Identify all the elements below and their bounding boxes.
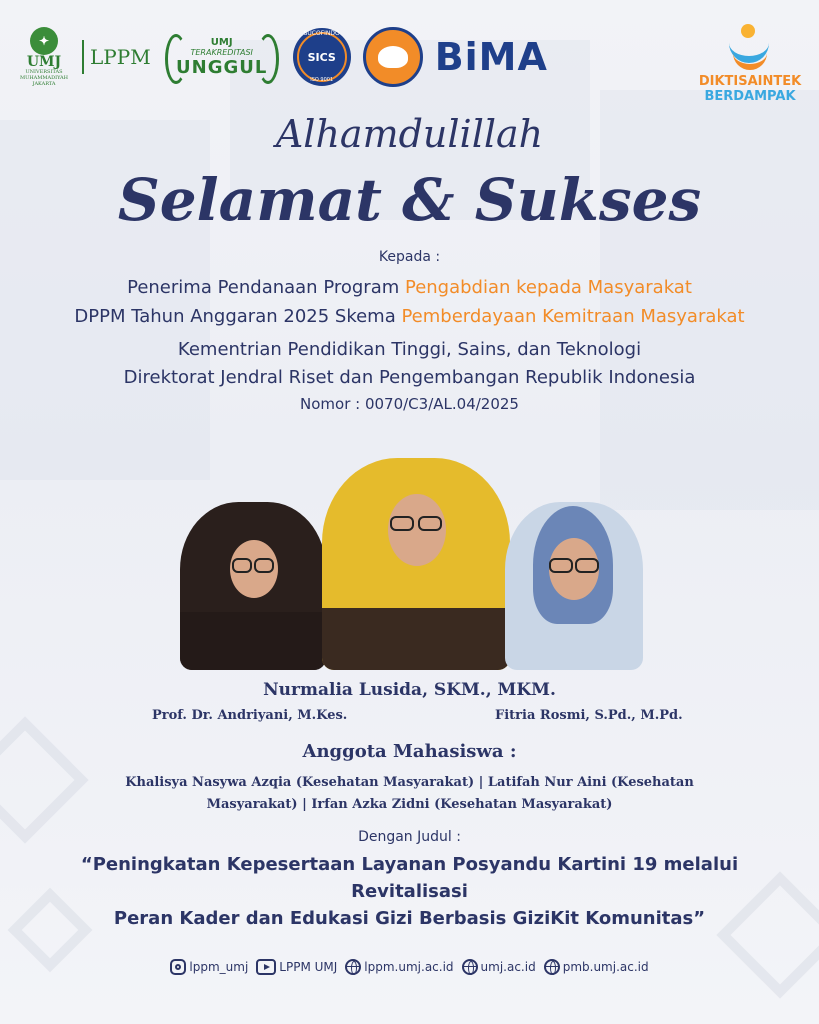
- social-web-umj-label: umj.ac.id: [480, 960, 536, 974]
- judul-title: [40, 851, 779, 932]
- directorate-line: Direktorat Jendral Riset dan Pengembangan Republik Indonesia: [123, 367, 696, 388]
- umj-emblem-icon: ✦: [30, 27, 58, 55]
- team-member-left-name: Prof. Dr. Andriyani, M.Kes.: [152, 708, 348, 723]
- accreditation-bottom: UNGGUL: [176, 56, 268, 78]
- social-instagram[interactable]: [170, 959, 248, 975]
- photo-fitria: [505, 502, 643, 670]
- judul-heading: Dengan Judul :: [358, 829, 461, 845]
- kepada-label: Kepada :: [378, 249, 441, 265]
- decree-number: Nomor : 0070/C3/AL.04/2025: [300, 395, 519, 413]
- team-member-right-name: Fitria Rosmi, S.Pd., M.Pd.: [495, 708, 683, 723]
- program-line-prefix: Penerima Pendanaan Program: [127, 277, 405, 298]
- umj-logo-caption: UNIVERSITAS MUHAMMADIYAH JAKARTA: [19, 69, 69, 87]
- laurel-right-icon: [257, 34, 279, 84]
- accreditation-logo: [163, 28, 281, 86]
- social-web-pmb-label: pmb.umj.ac.id: [562, 960, 649, 974]
- team-photos: [0, 445, 819, 670]
- students-line1: Khalisya Nasywa Azqia (Kesehatan Masyarakat) | Latifah Nur Aini (Kesehatan: [125, 775, 694, 790]
- photo-nurmalia: [322, 458, 510, 670]
- sucofindo-bottom: ISO 9001: [310, 77, 334, 83]
- sucofindo-logo: [293, 28, 351, 86]
- partner-logos: [18, 22, 548, 92]
- scheme-line-prefix: DPPM Tahun Anggaran 2025 Skema: [74, 306, 402, 327]
- students-line2: Masyarakat) | Irfan Azka Zidni (Kesehatan Masyarakat): [206, 797, 613, 812]
- dikti-line2: BERDAMPAK: [704, 89, 796, 104]
- web-icon: [462, 959, 478, 975]
- lppm-logo-text: LPPM: [82, 40, 151, 74]
- laurel-left-icon: [165, 34, 187, 84]
- umj-logo: [18, 27, 70, 87]
- dikti-line1: DIKTISAINTEK: [698, 74, 802, 89]
- team-lead-name: Nurmalia Lusida, SKM., MKM.: [263, 680, 556, 700]
- program-line-accent: Pengabdian kepada Masyarakat: [404, 277, 692, 298]
- social-web-lppm-label: lppm.umj.ac.id: [364, 960, 454, 974]
- title-alhamdulillah: Alhamdulillah: [275, 112, 544, 156]
- scheme-line: [0, 306, 819, 327]
- judul-line1: “Peningkatan Kepesertaan Layanan Posyandu Kartini 19 melalui Revitalisasi: [80, 854, 739, 902]
- photo-andriyani: [180, 502, 326, 670]
- sucofindo-top: SUCOFINDO: [303, 30, 340, 37]
- social-web-umj[interactable]: [462, 959, 536, 975]
- students-list: [100, 772, 719, 816]
- instagram-icon: [170, 959, 186, 975]
- judul-line2: Peran Kader dan Edukasi Gizi Berbasis GiziKit Komunitas”: [113, 908, 706, 929]
- students-heading: Anggota Mahasiswa :: [302, 741, 517, 762]
- web-icon: [544, 959, 560, 975]
- ministry-line: Kementrian Pendidikan Tinggi, Sains, dan Teknologi: [177, 339, 642, 360]
- accreditation-middle: TERAKREDITASI: [190, 47, 253, 57]
- program-line: [0, 277, 819, 298]
- social-youtube-label: LPPM UMJ: [279, 960, 338, 974]
- sucofindo-center: SICS: [307, 50, 336, 64]
- social-instagram-label: lppm_umj: [189, 960, 249, 974]
- social-links: [0, 959, 819, 975]
- social-web-lppm[interactable]: [345, 959, 453, 975]
- title-selamat-sukses: Selamat & Sukses: [117, 166, 702, 234]
- bima-logo-text: BiMA: [434, 35, 548, 79]
- web-icon: [345, 959, 361, 975]
- umj-logo-text: UMJ: [26, 54, 62, 70]
- social-youtube[interactable]: [256, 959, 337, 975]
- diktisaintek-logo: [690, 24, 810, 104]
- diktisaintek-mark-icon: [727, 24, 773, 70]
- scheme-line-accent: Pemberdayaan Kemitraan Masyarakat: [401, 306, 745, 327]
- accreditation-top: UMJ: [210, 36, 233, 48]
- social-web-pmb[interactable]: [544, 959, 649, 975]
- youtube-icon: [256, 959, 276, 975]
- bima-mascot-icon: [363, 27, 423, 87]
